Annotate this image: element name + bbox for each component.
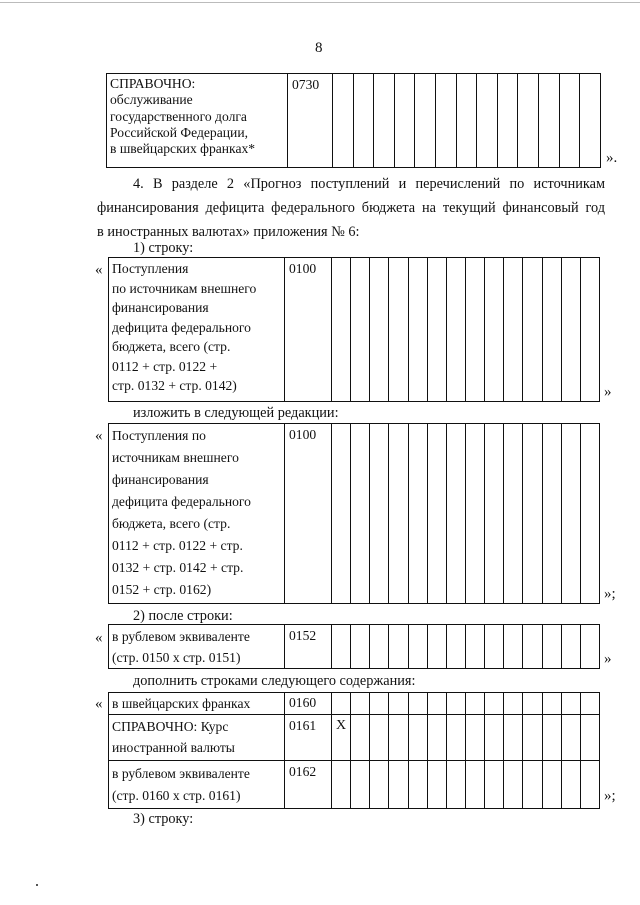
value-cell <box>415 74 436 168</box>
value-cell <box>332 693 351 715</box>
value-cell <box>333 74 354 168</box>
row-code: 0162 <box>285 761 332 809</box>
value-cell <box>485 258 504 402</box>
value-cell <box>389 625 408 669</box>
value-cell <box>504 424 523 604</box>
row-label: Поступления по источникам внешнего финансирования дефицита федерального бюджета, всего (стр. 0112 + стр. 0122 + стр. 0132 + стр. 0142) <box>109 258 285 402</box>
value-cell <box>523 715 542 761</box>
value-cell <box>353 74 374 168</box>
value-cell <box>332 258 351 402</box>
closing-quote: »; <box>604 586 616 602</box>
opening-quote: « <box>95 696 103 712</box>
value-cell <box>408 693 427 715</box>
row-code: 0100 <box>285 424 332 604</box>
value-cell <box>465 761 484 809</box>
row-label: Поступления по источникам внешнего финансирования дефицита федерального бюджета, всего (стр. 0112 + стр. 0122 + стр. 0132 + стр. 0142 + стр. 0152 + стр. 0162) <box>109 424 285 604</box>
value-cell <box>427 424 446 604</box>
value-cell <box>370 625 389 669</box>
value-cell <box>523 761 542 809</box>
value-cell <box>389 761 408 809</box>
value-cell <box>427 715 446 761</box>
value-cell <box>351 625 370 669</box>
value-cell <box>580 693 599 715</box>
value-cell <box>518 74 539 168</box>
item-2-text: 2) после строки: <box>133 608 233 624</box>
value-cell <box>370 761 389 809</box>
page-number: 8 <box>315 40 323 56</box>
value-cell <box>351 424 370 604</box>
value-cell <box>370 258 389 402</box>
table-rows-0160-0162 <box>108 692 600 809</box>
item-1-text: 1) строку: <box>133 240 194 256</box>
row-code: 0730 <box>288 74 333 168</box>
value-cell <box>446 258 465 402</box>
value-cell <box>394 74 415 168</box>
value-cell <box>465 258 484 402</box>
value-cell <box>523 625 542 669</box>
value-cell <box>561 693 580 715</box>
value-cell <box>351 693 370 715</box>
value-cell <box>370 715 389 761</box>
value-cell <box>408 258 427 402</box>
row-code: 0161 <box>285 715 332 761</box>
value-cell-x-mark: Х <box>332 715 351 761</box>
value-cell <box>542 693 561 715</box>
value-cell <box>351 715 370 761</box>
value-cell <box>332 625 351 669</box>
value-cell <box>389 693 408 715</box>
value-cell <box>351 258 370 402</box>
value-cell <box>485 625 504 669</box>
value-cell <box>465 693 484 715</box>
value-cell <box>523 424 542 604</box>
closing-quote: ». <box>606 150 618 166</box>
value-cell <box>580 625 599 669</box>
value-cell <box>561 761 580 809</box>
value-cell <box>446 761 465 809</box>
value-cell <box>446 424 465 604</box>
value-cell <box>477 74 498 168</box>
closing-quote: » <box>604 651 612 667</box>
value-cell <box>332 424 351 604</box>
opening-quote: « <box>95 630 103 646</box>
value-cell <box>542 625 561 669</box>
value-cell <box>370 424 389 604</box>
row-code: 0160 <box>285 693 332 715</box>
table-row-0152 <box>108 624 600 669</box>
value-cell <box>408 715 427 761</box>
value-cell <box>539 74 560 168</box>
opening-quote: « <box>95 428 103 444</box>
value-cell <box>504 693 523 715</box>
value-cell <box>542 761 561 809</box>
closing-quote: »; <box>604 788 616 804</box>
paragraph-4-line-3: в иностранных валютах» приложения № 6: <box>97 224 360 240</box>
add-instruction: дополнить строками следующего содержания: <box>133 673 416 689</box>
value-cell <box>504 625 523 669</box>
opening-quote: « <box>95 262 103 278</box>
value-cell <box>436 74 457 168</box>
replace-instruction: изложить в следующей редакции: <box>133 405 339 421</box>
value-cell <box>408 424 427 604</box>
value-cell <box>446 693 465 715</box>
value-cell <box>485 761 504 809</box>
value-cell <box>561 258 580 402</box>
value-cell <box>580 761 599 809</box>
row-label: в рублевом эквиваленте (стр. 0150 х стр. 0151) <box>109 625 285 669</box>
value-cell <box>374 74 395 168</box>
table-row-0100-new <box>108 423 600 604</box>
table-row-0100-old <box>108 257 600 402</box>
value-cell <box>389 715 408 761</box>
value-cell <box>446 625 465 669</box>
value-cell <box>580 258 599 402</box>
value-cell <box>485 424 504 604</box>
row-label: СПРАВОЧНО: обслуживание государственного долга Российской Федерации, в швейцарских франках* <box>107 74 288 168</box>
value-cell <box>542 258 561 402</box>
value-cell <box>465 625 484 669</box>
value-cell <box>446 715 465 761</box>
value-cell <box>580 715 599 761</box>
value-cell <box>504 715 523 761</box>
value-cell <box>580 74 601 168</box>
value-cell <box>465 715 484 761</box>
row-label: в швейцарских франках <box>109 693 285 715</box>
value-cell <box>561 424 580 604</box>
value-cell <box>497 74 518 168</box>
value-cell <box>559 74 580 168</box>
value-cell <box>561 715 580 761</box>
value-cell <box>370 693 389 715</box>
value-cell <box>427 625 446 669</box>
value-cell <box>485 715 504 761</box>
value-cell <box>427 258 446 402</box>
value-cell <box>504 761 523 809</box>
row-code: 0100 <box>285 258 332 402</box>
value-cell <box>485 693 504 715</box>
value-cell <box>408 761 427 809</box>
table-row-0730 <box>106 73 601 168</box>
value-cell <box>561 625 580 669</box>
paragraph-4-line-2: финансирования дефицита федерального бюджета на текущий финансовый год <box>97 200 605 216</box>
value-cell <box>523 693 542 715</box>
value-cell <box>351 761 370 809</box>
value-cell <box>542 424 561 604</box>
closing-quote: » <box>604 384 612 400</box>
value-cell <box>456 74 477 168</box>
row-label: в рублевом эквиваленте (стр. 0160 х стр. 0161) <box>109 761 285 809</box>
top-border-line <box>0 2 640 3</box>
value-cell <box>580 424 599 604</box>
row-label: СПРАВОЧНО: Курс иностранной валюты <box>109 715 285 761</box>
value-cell <box>523 258 542 402</box>
value-cell <box>389 424 408 604</box>
row-code: 0152 <box>285 625 332 669</box>
value-cell <box>427 761 446 809</box>
value-cell <box>504 258 523 402</box>
value-cell <box>465 424 484 604</box>
value-cell <box>427 693 446 715</box>
value-cell <box>332 761 351 809</box>
value-cell <box>408 625 427 669</box>
value-cell <box>542 715 561 761</box>
item-3-text: 3) строку: <box>133 811 194 827</box>
value-cell <box>389 258 408 402</box>
scan-speck <box>36 884 38 886</box>
paragraph-4-line-1: 4. В разделе 2 «Прогноз поступлений и перечислений по источникам <box>133 176 605 192</box>
